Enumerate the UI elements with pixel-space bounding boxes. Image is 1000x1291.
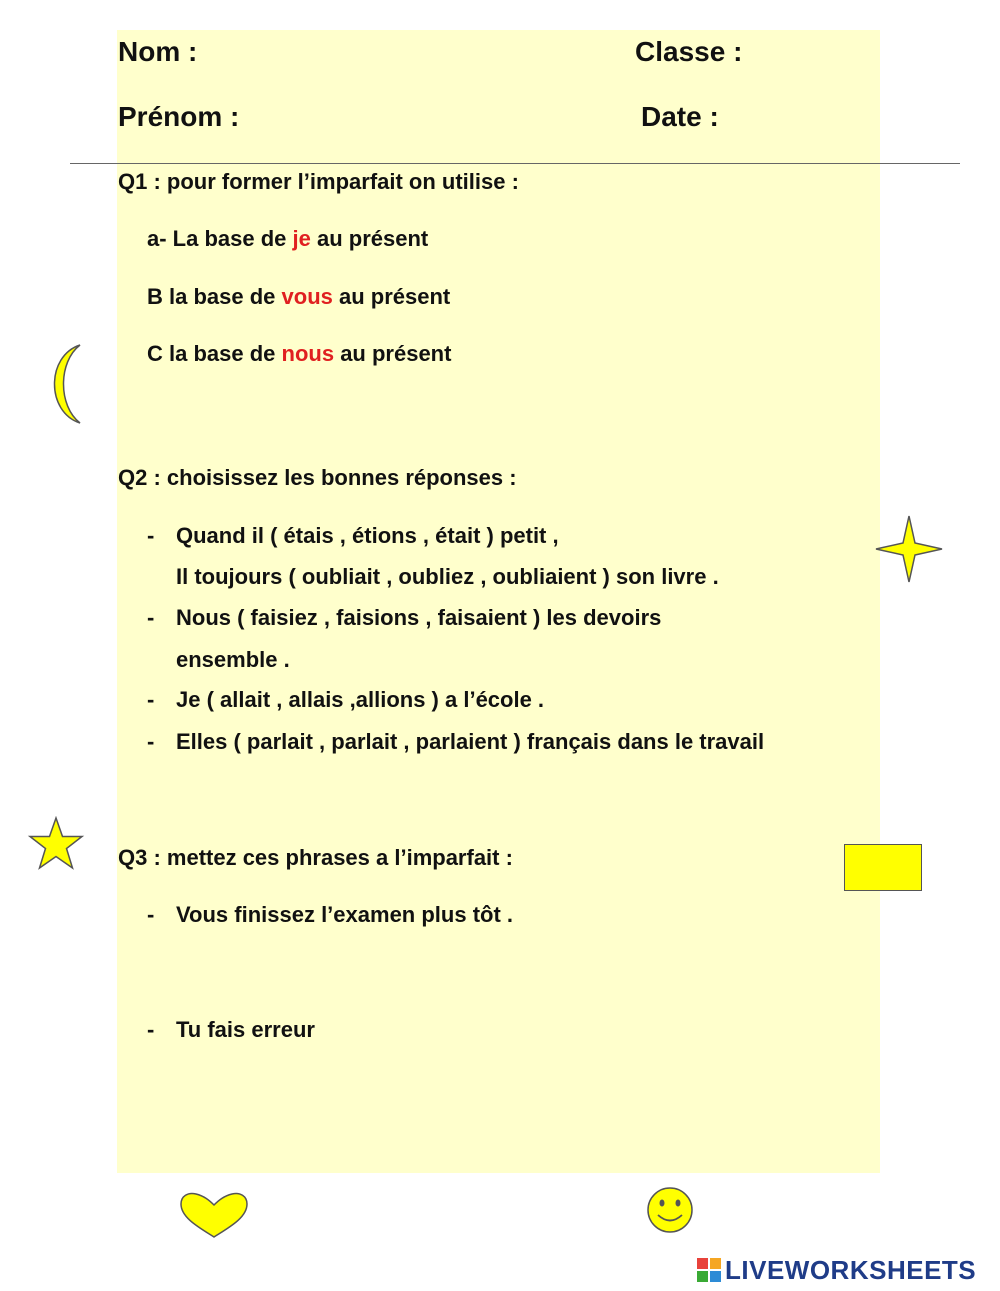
q1-option-c-pronoun: nous xyxy=(281,341,335,366)
date-label: Date : xyxy=(641,101,719,132)
q2-item-1-line-2[interactable]: Il toujours ( oubliait , oubliez , oubliaient ) son livre . xyxy=(176,564,719,589)
q2-item-4[interactable]: Elles ( parlait , parlait , parlaient ) français dans le travail xyxy=(176,729,765,754)
rectangle-shape xyxy=(844,844,922,891)
logo-text: LIVEWORKSHEETS xyxy=(725,1254,977,1285)
classe-label: Classe : xyxy=(635,36,743,67)
four-point-star-icon xyxy=(873,513,945,585)
q3-question: Q3 : mettez ces phrases a l’imparfait : xyxy=(118,845,513,870)
q1-option-b[interactable] xyxy=(147,284,450,310)
q1-option-b-suffix: au présent xyxy=(332,284,451,309)
five-point-star-icon xyxy=(27,816,85,872)
q1-option-c-suffix: au présent xyxy=(334,341,452,366)
heart-icon xyxy=(178,1190,250,1240)
liveworksheets-logo[interactable] xyxy=(697,1255,976,1285)
q3-item-2[interactable]: Tu fais erreur xyxy=(176,1017,315,1042)
q2-question: Q2 : choisissez les bonnes réponses : xyxy=(118,465,517,490)
q1-option-b-pronoun: vous xyxy=(281,284,333,309)
header-divider xyxy=(70,163,960,164)
q3-item-1[interactable]: Vous finissez l’examen plus tôt . xyxy=(176,902,514,927)
bullet-dash: - xyxy=(147,1017,155,1042)
q1-option-a[interactable] xyxy=(147,226,428,252)
q2-item-3[interactable]: Je ( allait , allais ,allions ) a l’école . xyxy=(176,687,545,712)
bullet-dash: - xyxy=(147,687,155,712)
q1-option-b-prefix: B la base de xyxy=(147,284,282,309)
q2-item-2-line-1[interactable]: Nous ( faisiez , faisions , faisaient ) les devoirs xyxy=(176,605,662,630)
crescent-moon-icon xyxy=(40,342,86,426)
q2-item-1-line-1[interactable]: Quand il ( étais , étions , était ) petit , xyxy=(176,523,559,548)
bullet-dash: - xyxy=(147,605,155,630)
q1-option-a-pronoun: je xyxy=(292,226,311,251)
q1-question: Q1 : pour former l’imparfait on utilise : xyxy=(118,169,519,194)
bullet-dash: - xyxy=(147,729,155,754)
q1-option-c[interactable] xyxy=(147,341,451,367)
nom-label: Nom : xyxy=(118,36,198,67)
smiley-face-icon xyxy=(645,1186,695,1234)
worksheet-background xyxy=(117,30,880,1173)
q1-option-c-prefix: C la base de xyxy=(147,341,282,366)
q1-option-a-suffix: au présent xyxy=(310,226,429,251)
prenom-label: Prénom : xyxy=(118,101,240,132)
bullet-dash: - xyxy=(147,902,155,927)
blocks-icon xyxy=(697,1258,721,1282)
q1-option-a-prefix: a- La base de xyxy=(147,226,293,251)
bullet-dash: - xyxy=(147,523,155,548)
q2-item-2-line-2[interactable]: ensemble . xyxy=(176,647,290,672)
